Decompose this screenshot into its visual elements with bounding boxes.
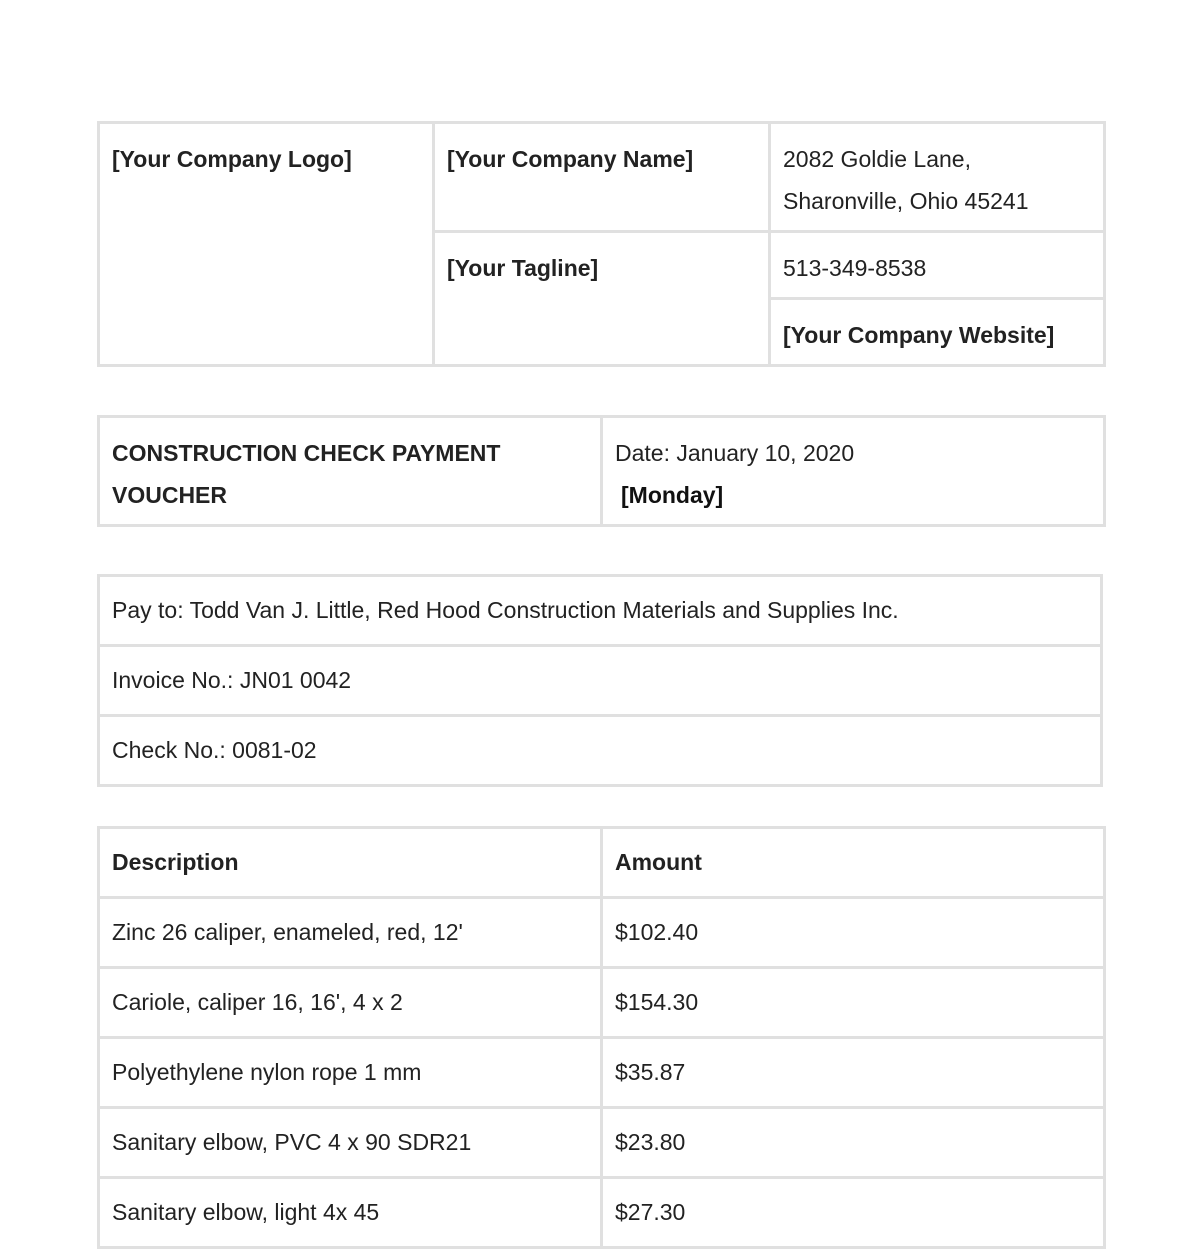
check-number: Check No.: 0081-02 <box>99 716 1102 786</box>
item-amount: $27.30 <box>602 1178 1105 1248</box>
address-line-1: 2082 Goldie Lane, <box>783 146 971 172</box>
item-amount: $23.80 <box>602 1108 1105 1178</box>
payment-info-table <box>97 574 1103 787</box>
table-row <box>99 968 1105 1038</box>
voucher-date-cell <box>602 417 1105 526</box>
item-amount: $35.87 <box>602 1038 1105 1108</box>
table-row <box>99 1178 1105 1248</box>
item-amount: $154.30 <box>602 968 1105 1038</box>
company-website: [Your Company Website] <box>770 299 1105 366</box>
voucher-title-table <box>97 415 1106 527</box>
item-description: Zinc 26 caliper, enameled, red, 12' <box>99 898 602 968</box>
address-line-2: Sharonville, Ohio 45241 <box>783 188 1029 214</box>
company-address <box>770 123 1105 232</box>
voucher-title-line-2: VOUCHER <box>112 482 228 508</box>
voucher-date: Date: January 10, 2020 <box>615 440 855 466</box>
item-description: Polyethylene nylon rope 1 mm <box>99 1038 602 1108</box>
table-row <box>99 898 1105 968</box>
company-name: [Your Company Name] <box>434 123 770 232</box>
item-description: Cariole, caliper 16, 16', 4 x 2 <box>99 968 602 1038</box>
table-row <box>99 1108 1105 1178</box>
table-header-row <box>99 828 1105 898</box>
company-tagline: [Your Tagline] <box>434 232 770 366</box>
company-header-table <box>97 121 1106 367</box>
item-amount: $102.40 <box>602 898 1105 968</box>
column-header-amount: Amount <box>602 828 1105 898</box>
voucher-day: [Monday] <box>621 482 724 508</box>
item-description: Sanitary elbow, light 4x 45 <box>99 1178 602 1248</box>
column-header-description: Description <box>99 828 602 898</box>
voucher-title-line-1: CONSTRUCTION CHECK PAYMENT <box>112 440 501 466</box>
items-table <box>97 826 1106 1249</box>
table-row <box>99 1038 1105 1108</box>
voucher-title <box>99 417 602 526</box>
invoice-number: Invoice No.: JN01 0042 <box>99 646 1102 716</box>
company-phone: 513-349-8538 <box>770 232 1105 299</box>
pay-to: Pay to: Todd Van J. Little, Red Hood Construction Materials and Supplies Inc. <box>99 576 1102 646</box>
item-description: Sanitary elbow, PVC 4 x 90 SDR21 <box>99 1108 602 1178</box>
company-logo-placeholder: [Your Company Logo] <box>99 123 434 366</box>
